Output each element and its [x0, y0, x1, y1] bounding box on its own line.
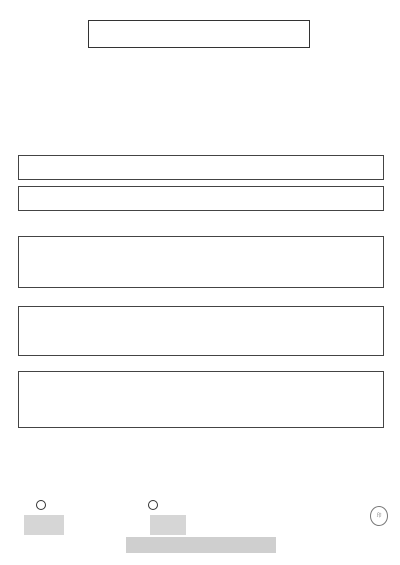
option-name-ok[interactable]: [36, 500, 48, 510]
answer-1-box: [18, 155, 384, 180]
answer-4-box: [18, 306, 384, 356]
stamp-icon: 印: [370, 506, 388, 526]
name-address-row: [18, 515, 382, 535]
answer-3-box: [18, 236, 384, 288]
address-label: [150, 515, 186, 535]
answer-2-box: [18, 186, 384, 211]
radio-icon: [148, 500, 158, 510]
radio-icon: [36, 500, 46, 510]
fax-number: [126, 537, 276, 553]
name-label: [24, 515, 64, 535]
option-initial-ok[interactable]: [148, 500, 160, 510]
answer-5-box: [18, 371, 384, 428]
page-title: [88, 20, 310, 48]
